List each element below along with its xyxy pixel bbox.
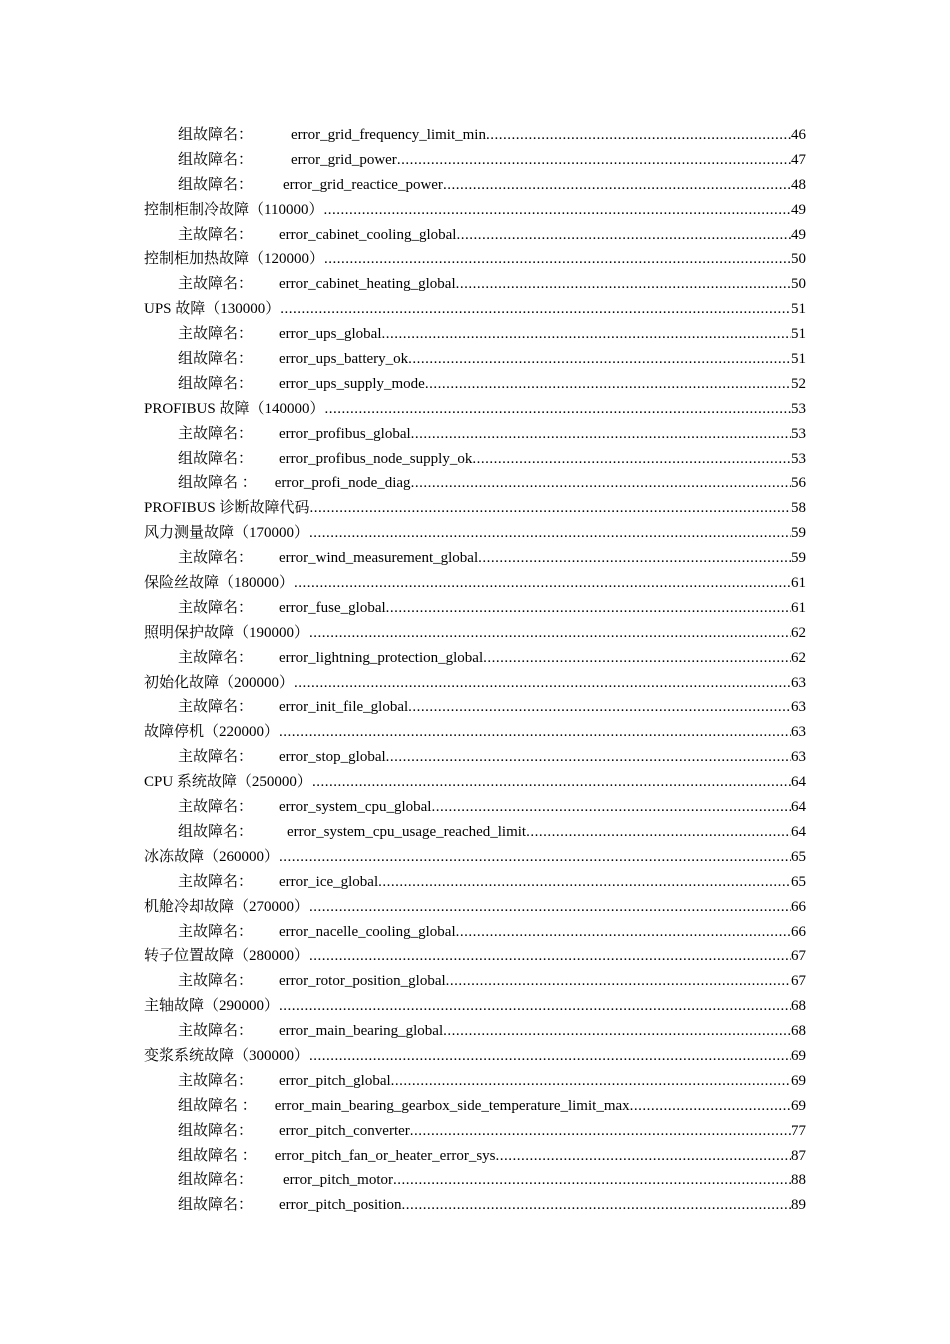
toc-dot-leader — [309, 621, 791, 646]
toc-entry-label: 主故障名： — [178, 799, 254, 816]
toc-entry-label: 主故障名： — [178, 873, 254, 890]
toc-entry-title: error_main_bearing_global — [279, 1023, 444, 1040]
toc-subentry[interactable] — [0, 1069, 950, 1094]
toc-page-number: 52 — [791, 375, 806, 392]
toc-entry-label: 组故障名： — [178, 450, 254, 467]
toc-entry-title: error_grid_reactice_power — [283, 176, 443, 193]
toc-entry-title: error_profibus_node_supply_ok — [279, 450, 473, 467]
toc-page-number: 61 — [791, 575, 806, 592]
toc-entry-label: 组故障名： — [178, 351, 254, 368]
toc-entry-label: 主故障名： — [178, 749, 254, 766]
toc-subentry[interactable] — [0, 596, 950, 621]
toc-page-number: 51 — [791, 351, 806, 368]
toc-dot-leader — [443, 173, 791, 198]
toc-page-number: 69 — [791, 1072, 806, 1089]
toc-section-entry[interactable] — [0, 621, 950, 646]
toc-dot-leader — [309, 944, 791, 969]
toc-section-entry[interactable] — [0, 297, 950, 322]
toc-section-entry[interactable] — [0, 247, 950, 272]
toc-section-entry[interactable] — [0, 521, 950, 546]
toc-entry-title: error_cabinet_heating_global — [279, 276, 456, 293]
toc-page-number: 64 — [791, 774, 806, 791]
toc-page-number: 77 — [791, 1122, 806, 1139]
toc-entry-label: 组故障名： — [178, 1172, 254, 1189]
toc-subentry[interactable] — [0, 969, 950, 994]
toc-dot-leader — [391, 1069, 791, 1094]
toc-dot-leader — [309, 895, 791, 920]
toc-dot-leader — [411, 422, 791, 447]
toc-page-number: 62 — [791, 624, 806, 641]
toc-dot-leader — [478, 546, 791, 571]
toc-entry-title: CPU 系统故障（250000） — [144, 774, 312, 791]
toc-page-number: 61 — [791, 599, 806, 616]
toc-entry-title: error_ice_global — [279, 873, 379, 890]
toc-entry-label: 主故障名： — [178, 649, 254, 666]
toc-entry-label: 主故障名： — [178, 276, 254, 293]
toc-dot-leader — [393, 1168, 791, 1193]
toc-entry-title: 控制柜制冷故障（110000） — [144, 201, 324, 218]
toc-entry-title: 转子位置故障（280000） — [144, 948, 310, 965]
toc-page-number: 50 — [791, 251, 806, 268]
toc-entry-title: error_grid_frequency_limit_min — [291, 127, 486, 143]
toc-entry-label: 组故障名： — [178, 1122, 254, 1139]
toc-page-number: 65 — [791, 873, 806, 890]
toc-dot-leader — [312, 770, 791, 795]
toc-entry-title: error_pitch_converter — [279, 1122, 410, 1139]
toc-dot-leader — [279, 994, 791, 1019]
toc-page-number: 63 — [791, 724, 806, 741]
toc-page-number: 65 — [791, 848, 806, 865]
toc-page-number: 67 — [791, 948, 806, 965]
toc-entry-title: PROFIBUS 故障（140000） — [144, 400, 325, 417]
toc-entry-title: error_fuse_global — [279, 599, 386, 616]
toc-dot-leader — [446, 969, 791, 994]
toc-entry-title: error_ups_battery_ok — [279, 351, 409, 368]
toc-dot-leader — [279, 845, 791, 870]
toc-section-entry[interactable] — [0, 720, 950, 745]
toc-entry-label: 组故障名： — [178, 375, 254, 392]
toc-page-number: 53 — [791, 450, 806, 467]
toc-dot-leader — [443, 1019, 791, 1044]
toc-dot-leader — [410, 1119, 791, 1144]
toc-page-number: 89 — [791, 1197, 806, 1214]
toc-entry-title: 主轴故障（290000） — [144, 998, 280, 1015]
toc-entry-title: 控制柜加热故障（120000） — [144, 251, 325, 268]
toc-subentry[interactable] — [0, 646, 950, 671]
toc-page-number: 53 — [791, 400, 806, 417]
toc-page-number: 51 — [791, 301, 806, 318]
toc-dot-leader — [431, 795, 791, 820]
toc-page-number: 63 — [791, 749, 806, 766]
toc-page-number: 49 — [791, 226, 806, 243]
toc-section-entry[interactable] — [0, 770, 950, 795]
toc-page-number: 56 — [791, 475, 806, 492]
toc-section-entry[interactable] — [0, 994, 950, 1019]
toc-dot-leader — [402, 1193, 792, 1218]
toc-entry-title: 冰冻故障（260000） — [144, 848, 280, 865]
toc-section-entry[interactable] — [0, 944, 950, 969]
toc-page-number: 49 — [791, 201, 806, 218]
toc-section-entry[interactable] — [0, 571, 950, 596]
toc-page-number: 48 — [791, 176, 806, 193]
toc-entry-label: 主故障名： — [178, 226, 254, 243]
toc-entry-label: 组故障名 ： — [178, 475, 257, 492]
toc-section-entry[interactable] — [0, 671, 950, 696]
toc-entry-label: 组故障名： — [178, 176, 254, 193]
toc-subentry[interactable] — [0, 1193, 950, 1218]
toc-subentry[interactable] — [0, 1144, 950, 1169]
toc-dot-leader — [456, 272, 791, 297]
toc-dot-leader — [386, 596, 791, 621]
toc-entry-label: 组故障名： — [178, 1197, 254, 1214]
toc-dot-leader — [309, 1044, 791, 1069]
toc-entry-title: error_system_cpu_usage_reached_limit — [287, 823, 527, 840]
toc-entry-title: 机舱冷却故障（270000） — [144, 898, 310, 915]
toc-entry-label: 组故障名： — [178, 151, 254, 168]
toc-entry-title: error_ups_global — [279, 326, 382, 343]
toc-dot-leader — [526, 820, 791, 845]
toc-dot-leader — [496, 1144, 791, 1169]
toc-dot-leader — [294, 671, 791, 696]
toc-entry-title: error_pitch_fan_or_heater_error_sys — [274, 1147, 496, 1164]
toc-dot-leader — [472, 447, 791, 472]
toc-section-entry[interactable] — [0, 397, 950, 422]
toc-entry-label: 组故障名 ： — [178, 1147, 257, 1164]
toc-section-entry[interactable] — [0, 198, 950, 223]
toc-dot-leader — [408, 347, 791, 372]
toc-subentry[interactable] — [0, 347, 950, 372]
toc-page-number: 47 — [791, 151, 806, 168]
toc-entry-title: error_ups_supply_mode — [279, 375, 425, 392]
toc-dot-leader — [486, 123, 791, 148]
toc-dot-leader — [309, 496, 791, 521]
toc-entry-title: error_pitch_position — [279, 1197, 402, 1214]
toc-page-number: 46 — [791, 127, 806, 143]
toc-dot-leader — [280, 297, 791, 322]
table-of-contents — [0, 123, 950, 1218]
toc-dot-leader — [279, 720, 791, 745]
toc-page-number: 64 — [791, 799, 806, 816]
toc-entry-label: 主故障名： — [178, 923, 254, 940]
toc-page-number: 63 — [791, 699, 806, 716]
toc-dot-leader — [630, 1094, 791, 1119]
toc-subentry[interactable] — [0, 422, 950, 447]
toc-subentry[interactable] — [0, 920, 950, 945]
toc-page-number: 50 — [791, 276, 806, 293]
toc-entry-title: error_nacelle_cooling_global — [279, 923, 456, 940]
toc-dot-leader — [386, 745, 791, 770]
toc-subentry[interactable] — [0, 223, 950, 248]
toc-entry-title: error_wind_measurement_global — [279, 550, 479, 567]
toc-section-entry[interactable] — [0, 895, 950, 920]
toc-section-entry[interactable] — [0, 1044, 950, 1069]
toc-dot-leader — [324, 247, 791, 272]
toc-entry-title: error_pitch_motor — [283, 1172, 393, 1189]
toc-subentry[interactable] — [0, 795, 950, 820]
toc-section-entry[interactable] — [0, 845, 950, 870]
toc-entry-title: 风力测量故障（170000） — [144, 525, 310, 542]
toc-page-number: 69 — [791, 1097, 806, 1114]
toc-subentry[interactable] — [0, 471, 950, 496]
toc-entry-title: error_main_bearing_gearbox_side_temperature_limit_max — [274, 1097, 630, 1114]
toc-dot-leader — [378, 870, 791, 895]
toc-page-number: 51 — [791, 326, 806, 343]
toc-subentry[interactable] — [0, 173, 950, 198]
toc-dot-leader — [397, 148, 791, 173]
toc-subentry[interactable] — [0, 695, 950, 720]
toc-page-number: 68 — [791, 1023, 806, 1040]
toc-entry-label: 组故障名： — [178, 127, 254, 143]
toc-entry-title: error_rotor_position_global — [279, 973, 446, 990]
toc-entry-label: 主故障名： — [178, 1072, 254, 1089]
toc-subentry[interactable] — [0, 745, 950, 770]
toc-entry-title: 照明保护故障（190000） — [144, 624, 310, 641]
toc-subentry[interactable] — [0, 372, 950, 397]
toc-entry-title: error_system_cpu_global — [279, 799, 432, 816]
toc-dot-leader — [425, 372, 791, 397]
toc-entry-label: 主故障名： — [178, 973, 254, 990]
toc-subentry[interactable] — [0, 123, 950, 148]
toc-entry-label: 组故障名： — [178, 823, 254, 840]
toc-entry-title: error_profibus_global — [279, 425, 411, 442]
toc-subentry[interactable] — [0, 820, 950, 845]
toc-entry-title: error_stop_global — [279, 749, 386, 766]
toc-entry-label: 主故障名： — [178, 550, 254, 567]
toc-dot-leader — [294, 571, 791, 596]
toc-subentry[interactable] — [0, 1094, 950, 1119]
toc-page-number: 64 — [791, 823, 806, 840]
toc-page-number: 88 — [791, 1172, 806, 1189]
toc-entry-label: 组故障名 ： — [178, 1097, 257, 1114]
toc-page-number: 63 — [791, 674, 806, 691]
toc-page-number: 69 — [791, 1047, 806, 1064]
toc-entry-label: 主故障名： — [178, 326, 254, 343]
toc-entry-label: 主故障名： — [178, 425, 254, 442]
toc-page-number: 53 — [791, 425, 806, 442]
toc-dot-leader — [382, 322, 792, 347]
toc-dot-leader — [456, 920, 791, 945]
toc-dot-leader — [408, 695, 791, 720]
toc-section-entry[interactable] — [0, 496, 950, 521]
toc-page-number: 67 — [791, 973, 806, 990]
toc-page-number: 58 — [791, 500, 806, 517]
toc-entry-label: 主故障名： — [178, 699, 254, 716]
toc-entry-title: 故障停机（220000） — [144, 724, 280, 741]
toc-page-number: 87 — [791, 1147, 806, 1164]
toc-page-number: 59 — [791, 525, 806, 542]
toc-entry-title: error_pitch_global — [279, 1072, 391, 1089]
toc-page-number: 66 — [791, 923, 806, 940]
toc-dot-leader — [323, 198, 791, 223]
toc-page-number: 59 — [791, 550, 806, 567]
toc-entry-title: error_cabinet_cooling_global — [279, 226, 457, 243]
toc-dot-leader — [411, 471, 791, 496]
toc-subentry[interactable] — [0, 272, 950, 297]
toc-entry-title: 保险丝故障（180000） — [144, 575, 295, 592]
toc-entry-title: 变浆系统故障（300000） — [144, 1047, 310, 1064]
toc-entry-title: error_init_file_global — [279, 699, 409, 716]
toc-subentry[interactable] — [0, 546, 950, 571]
toc-dot-leader — [309, 521, 791, 546]
toc-subentry[interactable] — [0, 870, 950, 895]
toc-page-number: 68 — [791, 998, 806, 1015]
toc-subentry[interactable] — [0, 322, 950, 347]
toc-dot-leader — [324, 397, 791, 422]
toc-subentry[interactable] — [0, 148, 950, 173]
toc-entry-title: error_profi_node_diag — [274, 475, 411, 492]
toc-dot-leader — [483, 646, 791, 671]
toc-entry-title: error_lightning_protection_global — [279, 649, 484, 666]
toc-entry-label: 主故障名： — [178, 599, 254, 616]
toc-entry-title: UPS 故障（130000） — [144, 301, 281, 318]
toc-subentry[interactable] — [0, 1119, 950, 1144]
toc-page-number: 66 — [791, 898, 806, 915]
toc-entry-label: 主故障名： — [178, 1023, 254, 1040]
toc-subentry[interactable] — [0, 1019, 950, 1044]
toc-subentry[interactable] — [0, 447, 950, 472]
toc-entry-title: PROFIBUS 诊断故障代码 — [144, 500, 310, 517]
toc-subentry[interactable] — [0, 1168, 950, 1193]
toc-entry-title: 初始化故障（200000） — [144, 674, 295, 691]
toc-dot-leader — [456, 223, 791, 248]
toc-entry-title: error_grid_power — [291, 151, 397, 168]
toc-page-number: 62 — [791, 649, 806, 666]
